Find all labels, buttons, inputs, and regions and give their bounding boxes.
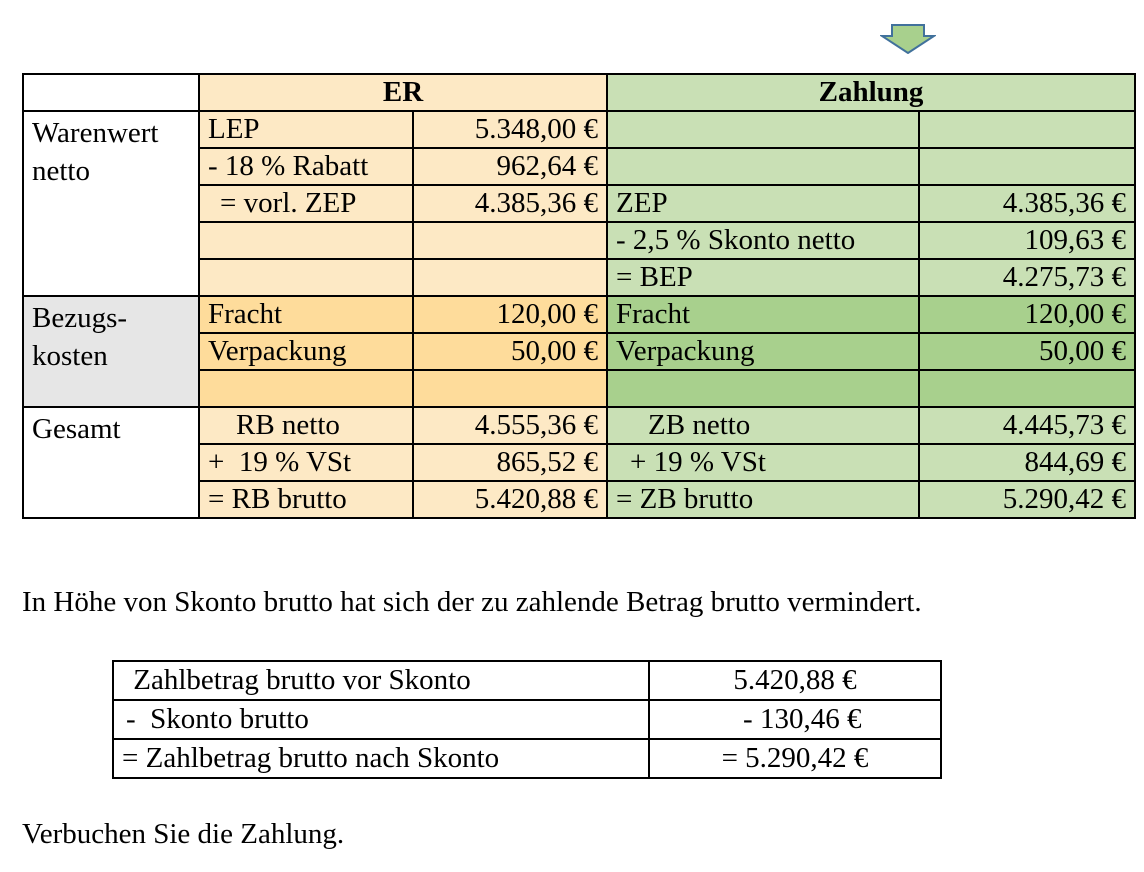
er-rabatt-label: - 18 % Rabatt — [199, 148, 413, 185]
summary-value: - 130,46 € — [649, 700, 941, 739]
zahlung-skonto-value: 109,63 € — [919, 222, 1135, 259]
er-rb-netto-label: RB netto — [199, 407, 413, 444]
paragraph-skonto-note: In Höhe von Skonto brutto hat sich der zu zahlende Betrag brutto vermindert. — [22, 586, 922, 618]
zahlung-empty-cell — [607, 370, 919, 407]
zahlung-empty-cell — [607, 111, 919, 148]
group-label-warenwert: Warenwert netto — [23, 111, 199, 296]
paragraph-instruction: Verbuchen Sie die Zahlung. — [22, 818, 345, 850]
table-row — [113, 700, 941, 739]
zahlung-verpackung-value: 50,00 € — [919, 333, 1135, 370]
table-row — [113, 739, 941, 778]
er-empty-cell — [199, 222, 413, 259]
summary-value: = 5.290,42 € — [649, 739, 941, 778]
er-rb-brutto-value: 5.420,88 € — [413, 481, 607, 518]
header-empty-cell — [23, 74, 199, 111]
zahlung-fracht-value: 120,00 € — [919, 296, 1135, 333]
er-fracht-label: Fracht — [199, 296, 413, 333]
er-vst-value: 865,52 € — [413, 444, 607, 481]
zahlung-zb-brutto-label: = ZB brutto — [607, 481, 919, 518]
zahlung-bep-label: = BEP — [607, 259, 919, 296]
er-empty-cell — [413, 222, 607, 259]
summary-value: 5.420,88 € — [649, 661, 941, 700]
group-label-gesamt: Gesamt — [23, 407, 199, 518]
table-header-row — [23, 74, 1135, 111]
header-er: ER — [199, 74, 607, 111]
summary-label: - Skonto brutto — [113, 700, 649, 739]
table-row — [23, 111, 1135, 148]
zahlung-empty-cell — [919, 370, 1135, 407]
er-verpackung-value: 50,00 € — [413, 333, 607, 370]
zahlung-empty-cell — [607, 148, 919, 185]
zahlung-zb-brutto-value: 5.290,42 € — [919, 481, 1135, 518]
er-empty-cell — [199, 370, 413, 407]
table-row — [23, 407, 1135, 444]
er-empty-cell — [413, 370, 607, 407]
group-label-bezugskosten: Bezugs- kosten — [23, 296, 199, 407]
table-row — [23, 296, 1135, 333]
zahlung-verpackung-label: Verpackung — [607, 333, 919, 370]
zahlung-fracht-label: Fracht — [607, 296, 919, 333]
er-rb-netto-value: 4.555,36 € — [413, 407, 607, 444]
er-empty-cell — [413, 259, 607, 296]
zahlung-zep-value: 4.385,36 € — [919, 185, 1135, 222]
zahlung-empty-cell — [919, 148, 1135, 185]
er-vorl-zep-label: = vorl. ZEP — [199, 185, 413, 222]
calculation-table — [22, 73, 1136, 519]
er-fracht-value: 120,00 € — [413, 296, 607, 333]
zahlung-zb-netto-value: 4.445,73 € — [919, 407, 1135, 444]
er-lep-value: 5.348,00 € — [413, 111, 607, 148]
summary-table — [112, 660, 942, 779]
zahlung-vst-value: 844,69 € — [919, 444, 1135, 481]
zahlung-skonto-label: - 2,5 % Skonto netto — [607, 222, 919, 259]
er-empty-cell — [199, 259, 413, 296]
er-vorl-zep-value: 4.385,36 € — [413, 185, 607, 222]
down-arrow-icon — [880, 24, 936, 54]
table-row — [113, 661, 941, 700]
header-zahlung: Zahlung — [607, 74, 1135, 111]
er-rabatt-value: 962,64 € — [413, 148, 607, 185]
zahlung-zb-netto-label: ZB netto — [607, 407, 919, 444]
summary-label: Zahlbetrag brutto vor Skonto — [113, 661, 649, 700]
zahlung-zep-label: ZEP — [607, 185, 919, 222]
zahlung-bep-value: 4.275,73 € — [919, 259, 1135, 296]
er-verpackung-label: Verpackung — [199, 333, 413, 370]
er-lep-label: LEP — [199, 111, 413, 148]
er-rb-brutto-label: = RB brutto — [199, 481, 413, 518]
zahlung-vst-label: + 19 % VSt — [607, 444, 919, 481]
er-vst-label: + 19 % VSt — [199, 444, 413, 481]
summary-label: = Zahlbetrag brutto nach Skonto — [113, 739, 649, 778]
zahlung-empty-cell — [919, 111, 1135, 148]
